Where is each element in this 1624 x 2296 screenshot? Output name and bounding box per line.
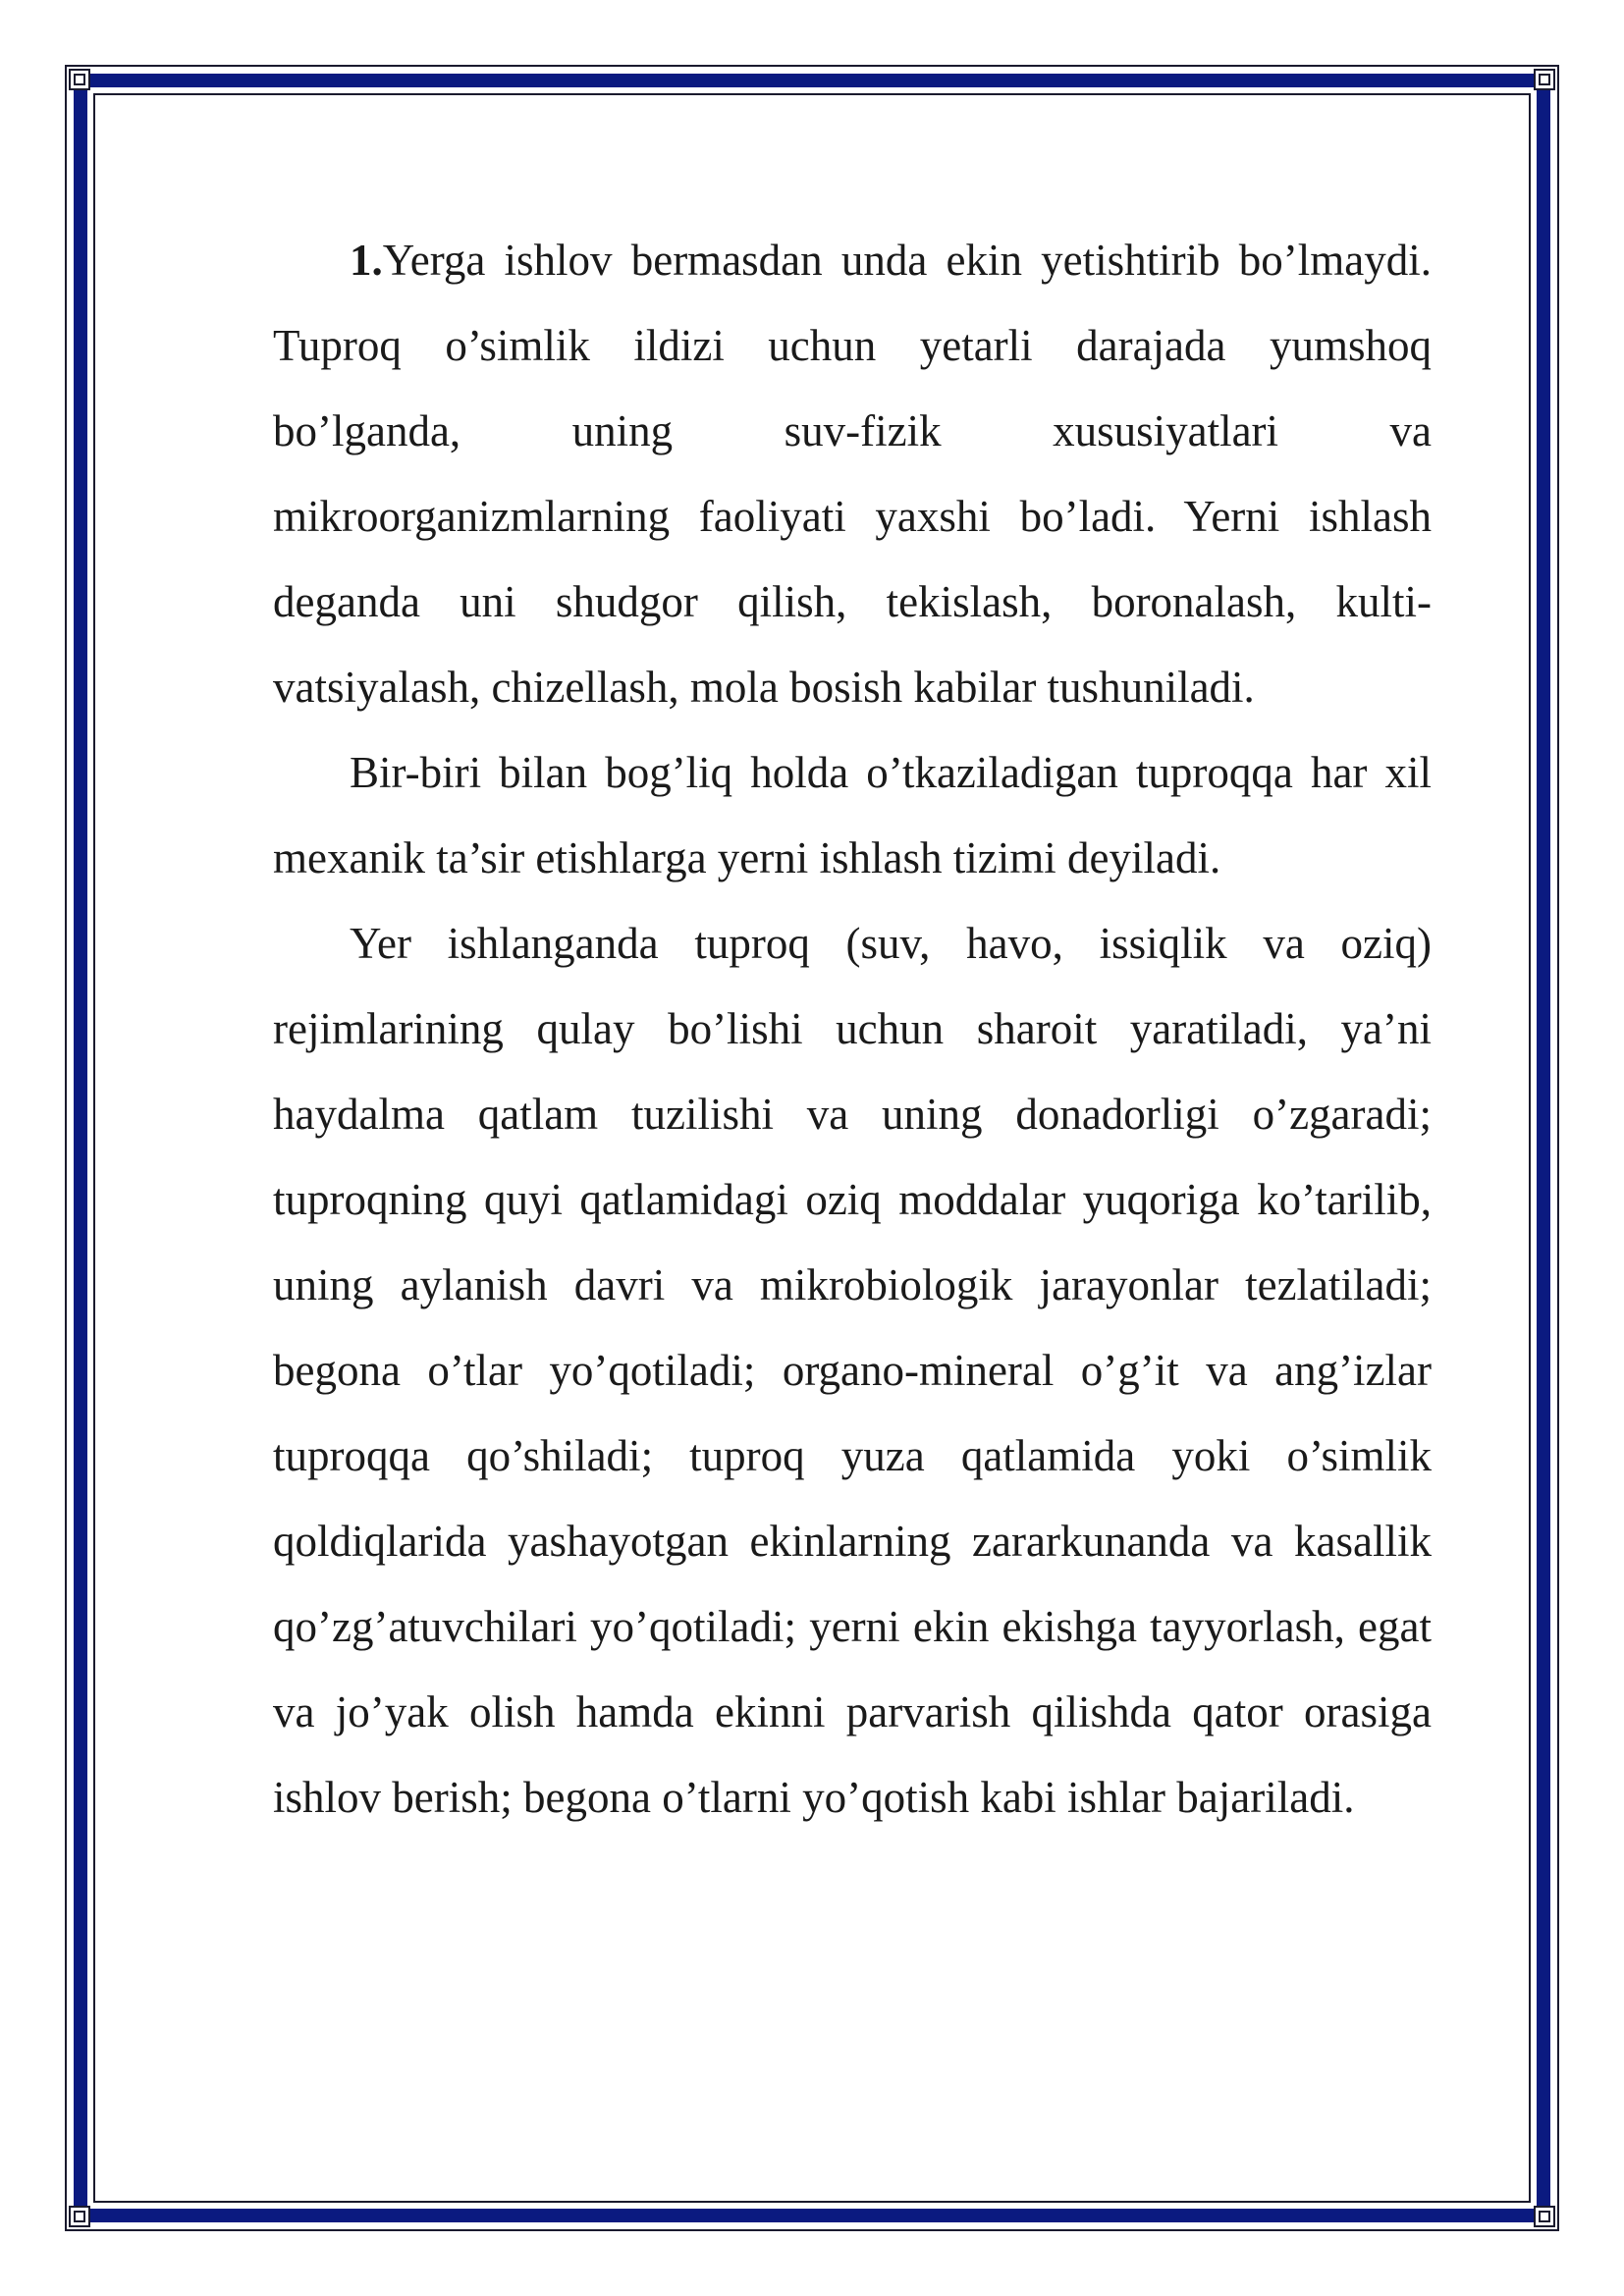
border-corner-ornament	[63, 63, 96, 96]
paragraph-3	[273, 901, 1432, 1841]
paragraph-2	[273, 730, 1432, 901]
border-corner-ornament	[63, 2200, 96, 2233]
paragraph-text: Yer ishlanganda tuproq (suv, havo, issiqlik va oziq) rejimlarining qulay bo’lishi uchun sharoit yaratiladi, ya’ni haydalma qatlam tuzilishi va uning donadorligi o’zgaradi; tuproqning quyi qatlamidagi oziq moddalar yuqoriga ko’tarilib, uning aylanish davri va mikrobiologik jarayonlar tezlatiladi; begona o’tlar yo’qotiladi; organo-mineral o’g’it va ang’izlar tuproqqa qo’shiladi; tuproq yuza qatlamida yoki o’simlik qoldiqlarida yashayotgan ekinlarning zararkunanda va kasallik qo’zg’atuvchilari yo’qotiladi; yerni ekin ekishga tayyorlash, egat va jo’yak olish hamda ekinni parvarish qilishda qator orasiga ishlov berish; begona o’tlarni yo’qotish kabi ishlar bajariladi.	[273, 919, 1432, 1822]
border-corner-ornament	[1528, 2200, 1561, 2233]
document-body	[273, 218, 1432, 1841]
paragraph-1	[273, 218, 1432, 730]
paragraph-text: Yerga ishlov bermasdan unda ekin yetishtirib bo’lmaydi. Tuproq o’simlik ildizi uchun yetarli darajada yumshoq bo’lganda, uning suv-fizik xususiyatlari va mikroorganizmlarning faoliyati yaxshi bo’ladi. Yerni ishlash deganda uni shudgor qilish, tekislash, boronalash, kulti-vatsiyalash, chizellash, mola bosish kabilar tushuniladi.	[273, 236, 1432, 712]
paragraph-text: Bir-biri bilan bog’liq holda o’tkaziladigan tuproqqa har xil mexanik ta’sir etishlarga yerni ishlash tizimi deyiladi.	[273, 748, 1432, 882]
border-corner-ornament	[1528, 63, 1561, 96]
paragraph-number: 1.	[350, 236, 383, 285]
